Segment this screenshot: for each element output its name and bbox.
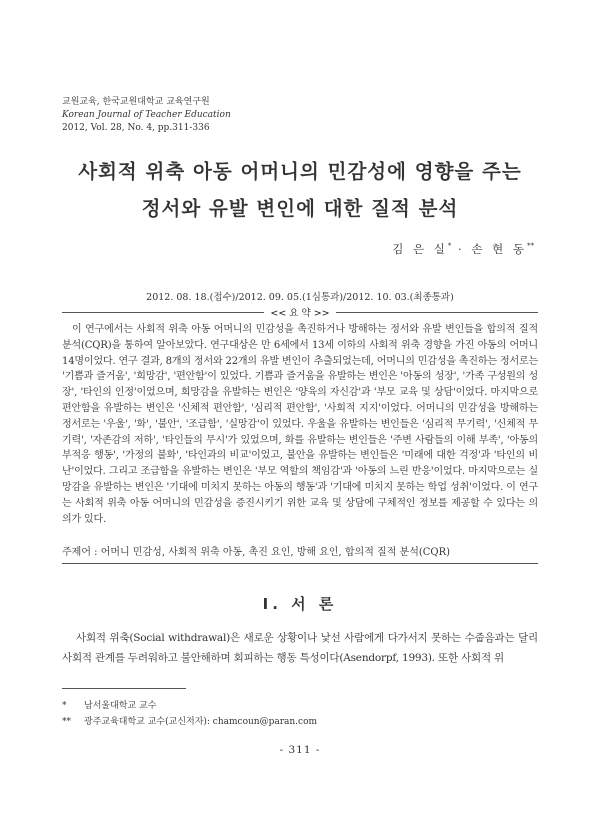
keywords: 주제어 : 어머니 민감성, 사회적 위축 아동, 촉진 요인, 방해 요인, 합의적 질적 분석(CQR) <box>62 547 451 558</box>
journal-name-korean: 교원교육, 한국교원대학교 교육연구원 <box>62 97 210 107</box>
body-paragraph: 사회적 위축(Social withdrawal)은 새로운 상황이나 낯선 사람에게 다가서지 못하는 수줍음과는 달리 사회적 관계를 두려워하고 불안해하며 회피하는 행동 특성이다(Asendorpf, 1993). 또한 사회적 위 <box>62 632 538 664</box>
paper-title-line-1: 사회적 위축 아동 어머니의 민감성에 영향을 주는 <box>78 160 522 183</box>
footnote-2-text: 광주교육대학교 교수(교신저자): chamcoun@paran.com <box>84 717 318 727</box>
journal-header <box>62 96 231 135</box>
abstract-text: 이 연구에서는 사회적 위축 아동 어머니의 민감성을 촉진하거나 방해하는 정서와 유발 변인들을 합의적 질적 분석(CQR)을 통하여 알아보았다. 연구대상은 만 6세에서 13세 이하의 사회적 위축 경향을 가진 아동의 어머니 14명이었다. 연구 결과, 8개의 정서와 22개의 유발 변인이 추출되었는데, 어머니의 민감성을 촉진하는 정서로는 '기쁨과 즐거움', '희망감', '편안함'이 있었다. 기쁨과 즐거움을 유발하는 변인은 '아동의 성장', '가족 구성원의 성장', '타인의 인정'이었으며, 희망감을 유발하는 변인은 '양육의 자신감'과 '부모 교육 및 상담'이었다. 마지막으로 편안함을 유발하는 변인은 '신체적 편안함', '심리적 편안함', '사회적 지지'이었다. 어머니의 민감성을 방해하는 정서로는 '우울', '화', '불안', '조급함', '실망감'이 있었다. 우울을 유발하는 변인들은 '심리적 무기력', '신체적 무기력', '자존감의 저하', '타인들의 무시'가 있었으며, 화를 유발하는 변인들은 '주변 사람들의 이해 부족', '아동의 부적응 행동', '가정의 불화', '타인과의 비교'이었고, 불안을 유발하는 변인들은 '미래에 대한 걱정'과 '타인의 비난'이었다. 그리고 조급함을 유발하는 변인은 '부모 역할의 책임감'과 '아동의 느린 반응'이었다. 마지막으로는 실망감을 유발하는 변인은 '기대에 미치지 못하는 아동의 행동'과 '기대에 미치지 못하는 학업 성취'이었다. 이 연구는 사회적 위축 아동 어머니의 민감성을 증진시키기 위한 교육 및 상담에 구체적인 정보를 제공할 수 있다는 의의가 있다. <box>62 324 538 525</box>
author-second: 손 현 동 <box>471 242 527 256</box>
author-separator: · <box>458 242 465 256</box>
footnote-2-mark: ** <box>62 717 71 727</box>
author-first-mark: * <box>447 242 452 251</box>
journal-name-english: Korean Journal of Teacher Education <box>62 110 231 120</box>
author-first: 김 은 실 <box>392 242 448 256</box>
author-list <box>392 241 534 257</box>
abstract-label <box>0 305 600 319</box>
footnote-1-text: 남서울대학교 교수 <box>84 701 157 711</box>
footnote-1 <box>62 698 156 711</box>
section-heading: Ⅰ. 서 론 <box>262 595 338 613</box>
footnote-rule <box>62 688 186 689</box>
journal-volume: 2012, Vol. 28, No. 4, pp.311-336 <box>62 123 210 133</box>
footnote-2 <box>62 714 317 727</box>
page-number: - 311 - <box>279 744 321 756</box>
submission-dates: 2012. 08. 18.(접수)/2012. 09. 05.(1심통과)/2012. 10. 03.(최종통과) <box>146 292 454 303</box>
paper-title-line-2: 정서와 유발 변인에 대한 질적 분석 <box>141 197 459 220</box>
keywords-bottom-rule <box>62 563 538 564</box>
author-second-mark: ** <box>527 242 534 251</box>
abstract-label-text: << 요 약 >> <box>264 308 335 319</box>
footnote-1-mark: * <box>62 701 67 711</box>
